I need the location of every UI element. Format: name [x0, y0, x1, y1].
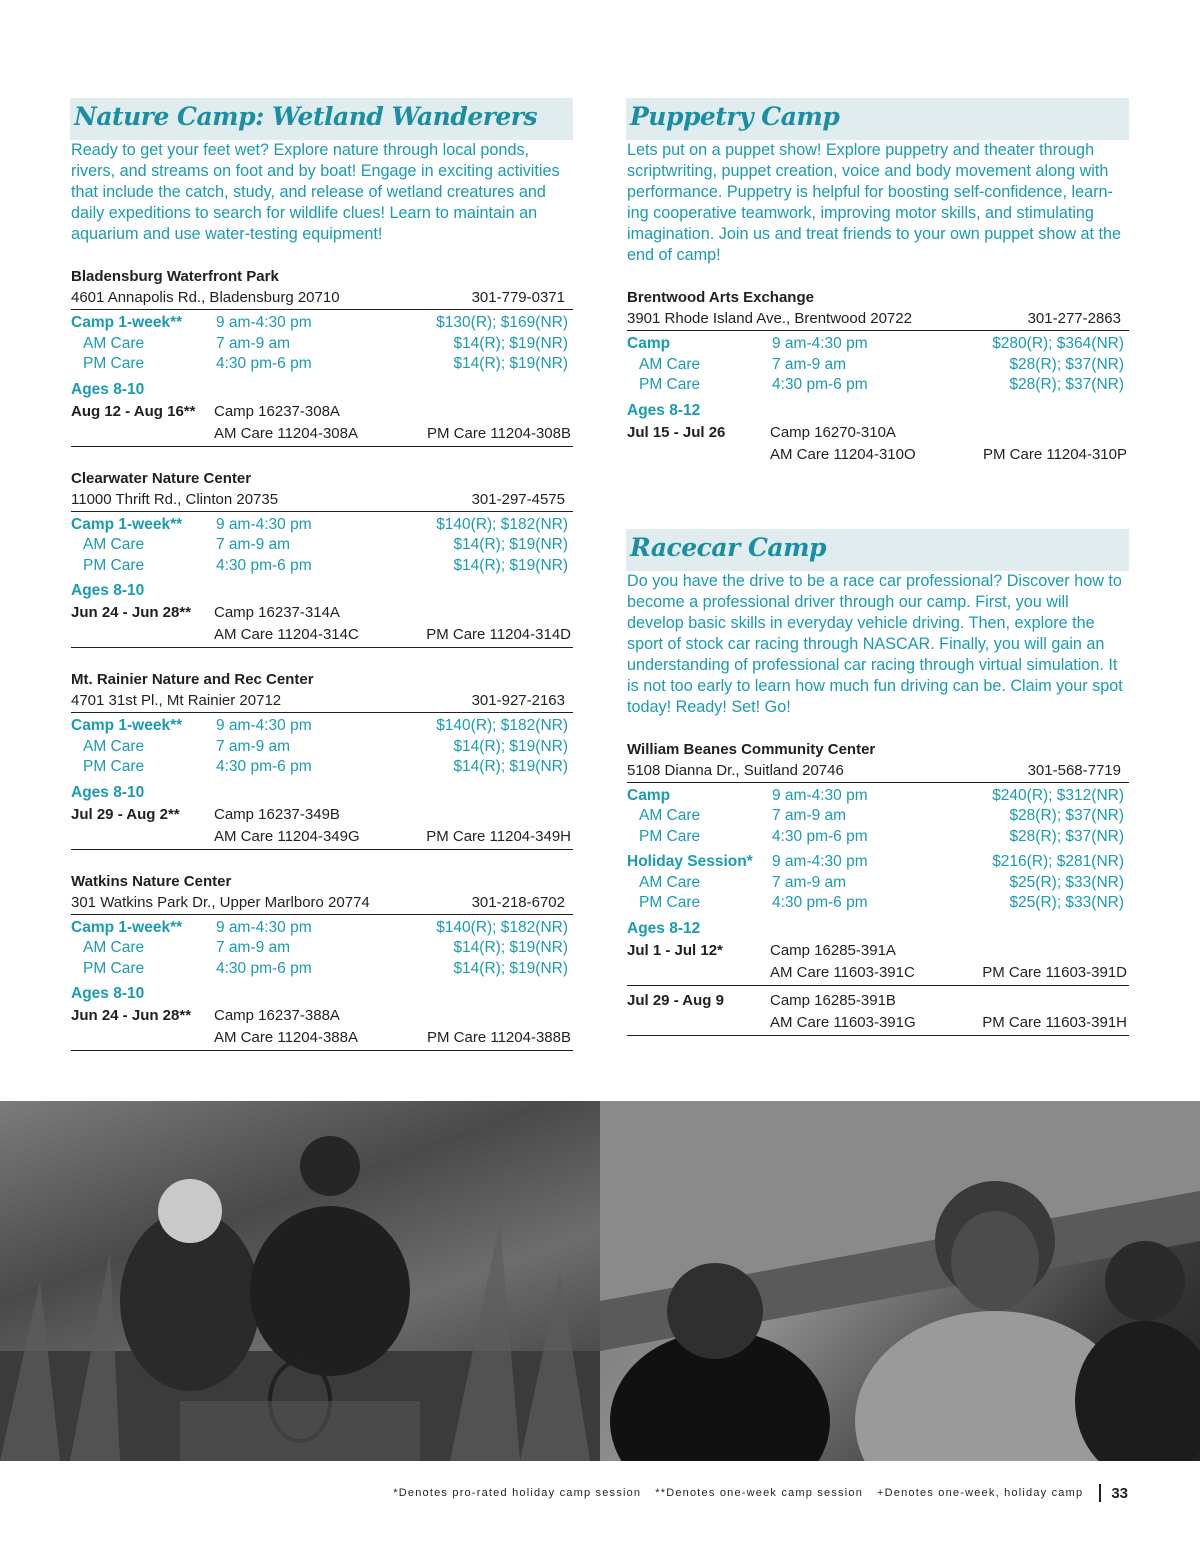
fee-label: Camp 1-week** — [71, 717, 183, 734]
fee-time: 4:30 pm-6 pm — [772, 827, 868, 845]
camp-code: Camp 16237-349B — [214, 805, 340, 823]
fee-time: 7 am-9 am — [216, 737, 291, 755]
pm-care-code: PM Care 11204-310P — [983, 445, 1127, 463]
fee-time: 4:30 pm-6 pm — [216, 355, 312, 372]
fee-label: Camp — [627, 335, 671, 352]
fee-row — [627, 355, 1129, 376]
fee-row — [627, 873, 1129, 894]
session-row — [71, 423, 573, 445]
right-column — [627, 98, 1129, 1036]
venue-phone: 301-927-2163 — [471, 692, 565, 709]
fee-row — [627, 852, 1129, 873]
session-block — [627, 422, 1129, 467]
photo-kids-smiling-illustration — [600, 1101, 1200, 1461]
puppetry-camp-description: Lets put on a puppet show! Explore puppetry and theater through scriptwriting, puppet creation, voice and body movement along with performance. Puppetry is helpful for boosting self-confidence, learn-ing cooperative teamwork, improving motor skills, and stimulating imagination. Join us and treat friends to your own puppet show at the end of camp! — [627, 141, 1122, 264]
photo-kids-smiling — [600, 1101, 1200, 1461]
footnote-one-week: **Denotes one-week camp session — [655, 1487, 864, 1499]
session-row — [71, 1027, 573, 1049]
session-row — [71, 804, 573, 826]
venue-address-row — [71, 490, 573, 512]
fee-row — [627, 827, 1129, 848]
session-row — [627, 1012, 1129, 1034]
fee-label: PM Care — [639, 827, 701, 845]
venue-address-row — [627, 309, 1129, 331]
fee-row — [627, 893, 1129, 914]
venue-address: 5108 Dianna Dr., Suitland 20746 — [627, 761, 844, 779]
fee-price: $28(R); $37(NR) — [1009, 807, 1124, 824]
camp-code: Camp 16285-391B — [770, 991, 896, 1009]
fee-time: 9 am-4:30 pm — [772, 786, 868, 804]
fee-time: 4:30 pm-6 pm — [216, 758, 312, 775]
fee-price: $240(R); $312(NR) — [992, 786, 1124, 804]
venue-address-row — [71, 893, 573, 915]
fee-row — [71, 959, 573, 980]
spacer — [627, 444, 770, 466]
fee-row — [71, 716, 573, 737]
fee-row — [71, 313, 573, 334]
footnote-holiday: +Denotes one-week, holiday camp — [877, 1487, 1084, 1499]
session-row — [627, 990, 1129, 1012]
session-block — [71, 1005, 573, 1051]
fee-label: AM Care — [639, 873, 701, 891]
session-block — [627, 940, 1129, 986]
nature-camp-column — [71, 98, 573, 1051]
session-date: Jul 15 - Jul 26 — [627, 423, 726, 441]
venue-phone: 301-568-7719 — [1027, 761, 1121, 779]
venue-address-row — [71, 691, 573, 713]
session-block — [71, 602, 573, 648]
venue-address: 11000 Thrift Rd., Clinton 20735 — [71, 490, 279, 508]
pm-care-code: PM Care 11204-349H — [426, 827, 571, 845]
fee-row — [71, 334, 573, 355]
venue-clearwater — [71, 468, 573, 649]
fee-price: $14(R); $19(NR) — [453, 355, 568, 372]
fee-price: $28(R); $37(NR) — [1009, 827, 1124, 845]
am-care-code: AM Care 11204-388A — [214, 1029, 358, 1046]
fee-label: AM Care — [83, 737, 145, 755]
session-block — [627, 986, 1129, 1036]
fee-time: 4:30 pm-6 pm — [216, 959, 312, 977]
fee-price: $280(R); $364(NR) — [992, 335, 1124, 352]
fee-label: Camp — [627, 786, 671, 804]
nature-camp-title: Nature Camp: Wetland Wanderers — [70, 98, 573, 140]
fee-row — [71, 757, 573, 778]
venue-name: Bladensburg Waterfront Park — [71, 268, 279, 285]
pm-care-code: PM Care 11204-388B — [427, 1029, 571, 1046]
session-date: Jul 1 - Jul 12* — [627, 941, 723, 959]
fee-table — [71, 512, 573, 577]
fee-row — [71, 515, 573, 536]
fee-label: PM Care — [83, 556, 145, 574]
fee-time: 7 am-9 am — [772, 355, 847, 373]
ages-label: Ages 8-10 — [71, 582, 145, 599]
session-row — [71, 602, 573, 624]
venue-address: 4601 Annapolis Rd., Bladensburg 20710 — [71, 289, 340, 306]
am-care-code: AM Care 11204-314C — [214, 626, 359, 643]
camp-code: Camp 16270-310A — [770, 423, 896, 441]
fee-price: $25(R); $33(NR) — [1009, 873, 1124, 891]
camp-code: Camp 16285-391A — [770, 941, 896, 959]
pm-care-code: PM Care 11603-391D — [982, 963, 1127, 981]
fee-row — [627, 806, 1129, 827]
fee-table — [71, 915, 573, 980]
spacer — [627, 1012, 770, 1034]
footnote-prorated: *Denotes pro-rated holiday camp session — [393, 1487, 642, 1499]
fee-time: 9 am-4:30 pm — [772, 853, 868, 870]
pm-care-code: PM Care 11204-314D — [426, 626, 571, 643]
camp-code: Camp 16237-308A — [214, 402, 340, 420]
page-footer — [0, 1484, 1200, 1502]
fee-time: 9 am-4:30 pm — [216, 314, 312, 331]
photo-strip — [0, 1101, 1200, 1461]
session-block — [71, 401, 573, 447]
fee-price: $14(R); $19(NR) — [453, 556, 568, 574]
camp-code: Camp 16237-314A — [214, 604, 340, 621]
fee-row — [71, 918, 573, 939]
session-row — [71, 624, 573, 646]
fee-label: AM Care — [83, 334, 145, 352]
fee-label: Holiday Session* — [627, 853, 753, 870]
fee-row — [627, 375, 1129, 396]
session-row — [627, 940, 1129, 962]
fee-time: 7 am-9 am — [216, 939, 291, 956]
fee-label: PM Care — [639, 376, 701, 393]
venue-phone: 301-218-6702 — [471, 893, 565, 911]
fee-table — [627, 783, 1129, 914]
racecar-camp-title: Racecar Camp — [626, 529, 1129, 571]
nature-camp-description: Ready to get your feet wet? Explore nature through local ponds, rivers, and streams on foot and by boat! Engage in exciting activities that include the catch, study, and release of wetland creatures and daily expeditions to search for wildlife clues! Learn to maintain an aquarium and use water-testing equipment! — [71, 141, 560, 243]
am-care-code: AM Care 11603-391G — [770, 1013, 916, 1031]
fee-time: 7 am-9 am — [216, 536, 291, 553]
venue-name: Watkins Nature Center — [71, 872, 232, 890]
fee-label: AM Care — [639, 355, 701, 373]
venue-address: 3901 Rhode Island Ave., Brentwood 20722 — [627, 310, 912, 327]
fee-row — [627, 334, 1129, 355]
session-date: Aug 12 - Aug 16** — [71, 402, 196, 420]
am-care-code: AM Care 11204-308A — [214, 424, 358, 442]
am-care-code: AM Care 11603-391C — [770, 963, 915, 981]
am-care-code: AM Care 11204-349G — [214, 827, 360, 845]
fee-price: $14(R); $19(NR) — [453, 959, 568, 977]
fee-price: $14(R); $19(NR) — [453, 334, 568, 352]
fee-time: 7 am-9 am — [216, 334, 291, 352]
venue-phone: 301-297-4575 — [471, 490, 565, 508]
venue-watkins — [71, 871, 573, 1052]
fee-price: $25(R); $33(NR) — [1009, 894, 1124, 911]
page-number: 33 — [1111, 1484, 1128, 1502]
fee-row — [71, 535, 573, 556]
fee-label: Camp 1-week** — [71, 918, 183, 936]
venue-mt-rainier — [71, 669, 573, 850]
fee-label: AM Care — [83, 536, 145, 553]
fee-label: PM Care — [83, 355, 145, 372]
session-date: Jun 24 - Jun 28** — [71, 1007, 192, 1024]
puppetry-camp-title: Puppetry Camp — [626, 98, 1129, 140]
fee-label: AM Care — [639, 807, 701, 824]
spacer — [71, 826, 214, 848]
fee-time: 9 am-4:30 pm — [772, 335, 868, 352]
venue-william-beanes — [627, 739, 1129, 1036]
spacer — [71, 423, 214, 445]
fee-time: 9 am-4:30 pm — [216, 717, 312, 734]
spacer — [71, 1027, 214, 1049]
fee-time: 4:30 pm-6 pm — [772, 894, 868, 911]
venue-brentwood — [627, 287, 1129, 467]
fee-price: $14(R); $19(NR) — [453, 536, 568, 553]
pm-care-code: PM Care 11204-308B — [427, 424, 571, 442]
fee-time: 9 am-4:30 pm — [216, 515, 312, 533]
fee-table — [71, 310, 573, 375]
ages-label: Ages 8-12 — [627, 919, 701, 937]
spacer — [627, 962, 770, 984]
spacer — [71, 624, 214, 646]
ages-label: Ages 8-10 — [71, 985, 145, 1002]
session-date: Jun 24 - Jun 28** — [71, 604, 192, 621]
fee-row — [71, 354, 573, 375]
fee-price: $140(R); $182(NR) — [436, 717, 568, 734]
fee-time: 7 am-9 am — [772, 873, 847, 891]
fee-label: AM Care — [83, 939, 145, 956]
session-row — [71, 401, 573, 423]
fee-label: PM Care — [83, 959, 145, 977]
venue-address: 4701 31st Pl., Mt Rainier 20712 — [71, 692, 282, 709]
fee-label: PM Care — [83, 758, 145, 775]
fee-price: $14(R); $19(NR) — [453, 758, 568, 775]
ages-label: Ages 8-10 — [71, 380, 145, 398]
fee-time: 4:30 pm-6 pm — [772, 376, 868, 393]
fee-time: 7 am-9 am — [772, 807, 847, 824]
fee-row — [71, 737, 573, 758]
fee-row — [71, 556, 573, 577]
fee-price: $14(R); $19(NR) — [453, 939, 568, 956]
venue-address-row — [627, 761, 1129, 783]
photo-kids-wetland — [0, 1101, 600, 1461]
fee-label: Camp 1-week** — [71, 314, 183, 331]
venue-phone: 301-277-2863 — [1027, 310, 1121, 327]
fee-label: Camp 1-week** — [71, 515, 183, 533]
fee-price: $28(R); $37(NR) — [1009, 376, 1124, 393]
session-row — [71, 1005, 573, 1027]
session-block — [71, 804, 573, 850]
session-row — [627, 962, 1129, 984]
venue-address: 301 Watkins Park Dr., Upper Marlboro 20774 — [71, 893, 370, 911]
fee-row — [71, 938, 573, 959]
fee-price: $28(R); $37(NR) — [1009, 355, 1124, 373]
session-date: Jul 29 - Aug 9 — [627, 991, 724, 1009]
venue-name: Mt. Rainier Nature and Rec Center — [71, 671, 314, 688]
ages-label: Ages 8-12 — [627, 401, 701, 419]
footer-divider — [1099, 1484, 1101, 1502]
camp-code: Camp 16237-388A — [214, 1007, 340, 1024]
session-row — [71, 826, 573, 848]
venue-address-row — [71, 288, 573, 310]
venue-bladensburg — [71, 266, 573, 447]
venue-name: Clearwater Nature Center — [71, 469, 252, 487]
session-row — [627, 422, 1129, 444]
fee-row — [627, 786, 1129, 807]
racecar-camp-description: Do you have the drive to be a race car professional? Discover how to become a professional driver through our camp. First, you will develop basic skills in everyday vehicle driving. Then, explore the sport of stock car racing through NASCAR. Finally, you will gain an understanding of professional car racing through virtual simulation. It is not too early to learn how much fun driving can be. Claim your spot today! Ready! Set! Go! — [627, 571, 1123, 716]
am-care-code: AM Care 11204-310O — [770, 445, 916, 463]
fee-price: $140(R); $182(NR) — [436, 515, 568, 533]
fee-label: PM Care — [639, 894, 701, 911]
pm-care-code: PM Care 11603-391H — [982, 1013, 1127, 1031]
fee-table — [71, 713, 573, 778]
venue-name: William Beanes Community Center — [627, 740, 876, 758]
fee-price: $14(R); $19(NR) — [453, 737, 568, 755]
session-row — [627, 444, 1129, 466]
fee-table — [627, 331, 1129, 396]
photo-kids-wetland-illustration — [0, 1101, 600, 1461]
venue-name: Brentwood Arts Exchange — [627, 289, 814, 306]
fee-time: 4:30 pm-6 pm — [216, 556, 312, 574]
ages-label: Ages 8-10 — [71, 783, 145, 801]
fee-price: $130(R); $169(NR) — [436, 314, 568, 331]
fee-time: 9 am-4:30 pm — [216, 918, 312, 936]
session-date: Jul 29 - Aug 2** — [71, 805, 180, 823]
venue-phone: 301-779-0371 — [471, 289, 565, 306]
fee-price: $140(R); $182(NR) — [436, 918, 568, 936]
fee-price: $216(R); $281(NR) — [992, 853, 1124, 870]
